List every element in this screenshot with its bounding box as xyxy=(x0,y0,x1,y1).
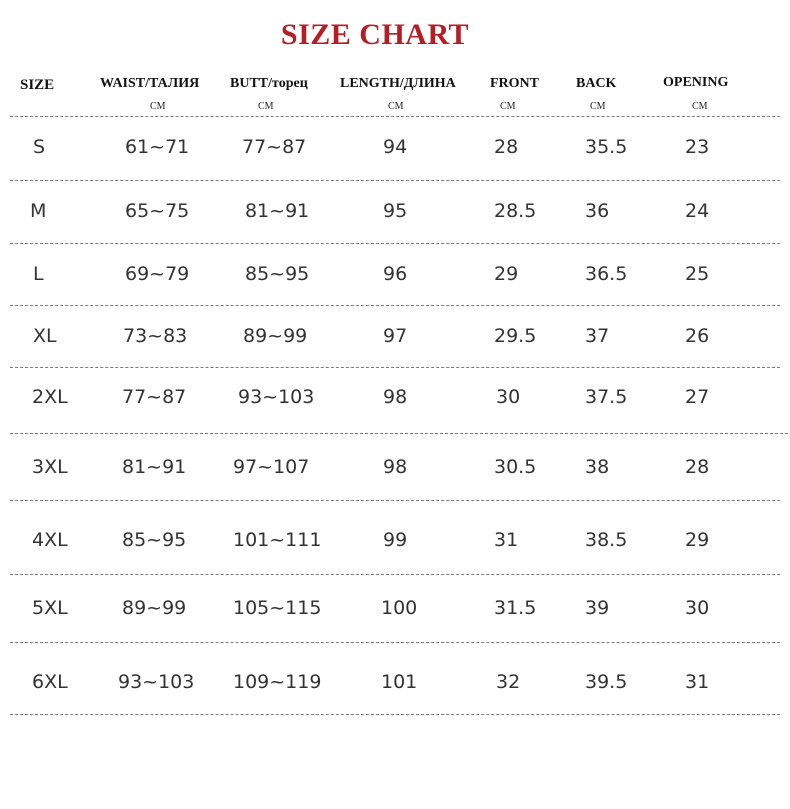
header-length: LENGTH/ДЛИНА xyxy=(340,76,456,91)
unit-front: CM xyxy=(500,101,516,112)
cell-waist: 89~99 xyxy=(122,597,187,619)
cell-back: 39.5 xyxy=(585,671,628,693)
cell-back: 35.5 xyxy=(585,136,628,158)
cell-waist: 73~83 xyxy=(123,325,188,347)
cell-butt: 101~111 xyxy=(233,529,322,551)
row-divider xyxy=(10,180,780,181)
cell-back: 38.5 xyxy=(585,529,628,551)
cell-waist: 85~95 xyxy=(122,529,187,551)
header-size: SIZE xyxy=(20,77,55,93)
unit-butt: CM xyxy=(258,101,274,112)
cell-butt: 81~91 xyxy=(245,200,310,222)
cell-back: 39 xyxy=(585,597,610,619)
cell-back: 37 xyxy=(585,325,610,347)
cell-length: 95 xyxy=(383,200,408,222)
cell-waist: 93~103 xyxy=(118,671,195,693)
header-front: FRONT xyxy=(490,76,539,91)
cell-size: XL xyxy=(33,325,57,347)
cell-length: 100 xyxy=(381,597,418,619)
cell-opening: 26 xyxy=(685,325,710,347)
page-title: SIZE CHART xyxy=(280,18,470,51)
cell-front: 30.5 xyxy=(494,456,537,478)
row-divider xyxy=(10,243,780,244)
cell-opening: 23 xyxy=(685,136,710,158)
cell-waist: 81~91 xyxy=(122,456,187,478)
cell-front: 32 xyxy=(496,671,521,693)
cell-opening: 30 xyxy=(685,597,710,619)
row-divider xyxy=(10,367,780,368)
cell-size: S xyxy=(33,136,46,158)
unit-opening: CM xyxy=(692,101,708,112)
cell-back: 36 xyxy=(585,200,610,222)
table-row xyxy=(0,191,790,231)
cell-size: 4XL xyxy=(32,529,68,551)
cell-size: L xyxy=(33,263,44,285)
cell-back: 38 xyxy=(585,456,610,478)
table-row xyxy=(0,662,790,702)
table-row xyxy=(0,377,790,417)
cell-length: 98 xyxy=(383,386,408,408)
cell-opening: 24 xyxy=(685,200,710,222)
table-row xyxy=(0,254,790,294)
cell-opening: 28 xyxy=(685,456,710,478)
cell-length: 98 xyxy=(383,456,408,478)
row-divider xyxy=(10,500,780,501)
cell-size: M xyxy=(30,200,47,222)
header-opening: OPENING xyxy=(663,75,729,90)
cell-butt: 85~95 xyxy=(245,263,310,285)
table-row xyxy=(0,447,790,487)
cell-size: 2XL xyxy=(32,386,68,408)
row-divider xyxy=(10,574,780,575)
header-back: BACK xyxy=(576,76,617,91)
header-waist: WAIST/ТАЛИЯ xyxy=(100,76,200,91)
cell-front: 31 xyxy=(494,529,519,551)
cell-back: 36.5 xyxy=(585,263,628,285)
cell-length: 99 xyxy=(383,529,408,551)
cell-back: 37.5 xyxy=(585,386,628,408)
cell-waist: 61~71 xyxy=(125,136,190,158)
row-divider xyxy=(10,116,780,117)
table-row xyxy=(0,588,790,628)
unit-back: CM xyxy=(590,101,606,112)
table-row xyxy=(0,520,790,560)
cell-opening: 29 xyxy=(685,529,710,551)
cell-front: 29.5 xyxy=(494,325,537,347)
cell-front: 28 xyxy=(494,136,519,158)
cell-length: 101 xyxy=(381,671,418,693)
row-divider xyxy=(10,305,780,306)
cell-size: 3XL xyxy=(32,456,68,478)
header-butt: BUTT/торец xyxy=(230,76,308,91)
table-row xyxy=(0,127,790,167)
cell-opening: 27 xyxy=(685,386,710,408)
cell-front: 29 xyxy=(494,263,519,285)
cell-length: 96 xyxy=(383,263,408,285)
cell-waist: 65~75 xyxy=(125,200,190,222)
cell-front: 30 xyxy=(496,386,521,408)
cell-waist: 77~87 xyxy=(122,386,187,408)
unit-length: CM xyxy=(388,101,404,112)
row-divider xyxy=(10,433,788,434)
cell-butt: 105~115 xyxy=(233,597,322,619)
cell-opening: 31 xyxy=(685,671,710,693)
cell-butt: 97~107 xyxy=(233,456,310,478)
unit-waist: CM xyxy=(150,101,166,112)
table-row xyxy=(0,316,790,356)
cell-length: 97 xyxy=(383,325,408,347)
cell-length: 94 xyxy=(383,136,408,158)
cell-size: 6XL xyxy=(32,671,68,693)
row-divider xyxy=(10,714,780,715)
cell-size: 5XL xyxy=(32,597,68,619)
cell-waist: 69~79 xyxy=(125,263,190,285)
cell-butt: 109~119 xyxy=(233,671,322,693)
cell-opening: 25 xyxy=(685,263,710,285)
cell-front: 28.5 xyxy=(494,200,537,222)
cell-front: 31.5 xyxy=(494,597,537,619)
cell-butt: 93~103 xyxy=(238,386,315,408)
row-divider xyxy=(10,642,780,643)
cell-butt: 77~87 xyxy=(242,136,307,158)
cell-butt: 89~99 xyxy=(243,325,308,347)
